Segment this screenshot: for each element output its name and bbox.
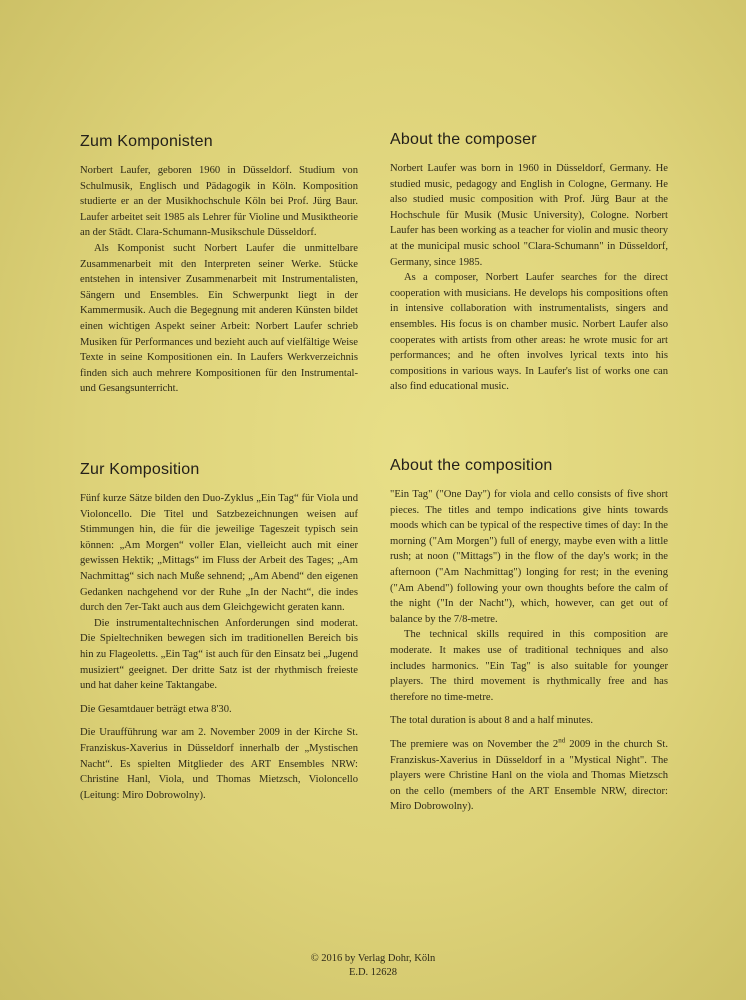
paragraph: Die instrumentaltechnischen Anforderungen sind moderat. Die Spieltechniken bewegen sich im traditionellen Bereich bis hin zu Flageoletts. „Ein Tag“ ist auch für den Einsatz bei „Jugend musiziert“ geeignet. Der dritte Satz ist der rhythmisch freieste und hat daher keine Taktangabe. (80, 617, 358, 692)
section-zur-komposition (80, 461, 358, 803)
ordinal-suffix: nd (558, 736, 566, 745)
paragraph (390, 737, 668, 815)
paragraph: Norbert Laufer, geboren 1960 in Düsseldorf. Studium von Schulmusik, Englisch und Pädagogik in Köln. Komposition studierte er an der Musikhochschule Köln bei Prof. Jürg Baur. Laufer arbeitet seit 1985 als Lehrer für Violine und Musiktheorie an der Städt. Clara-Schumann-Musikschule Düsseldorf. (80, 165, 358, 239)
paragraph: "Ein Tag" ("One Day") for viola and cello consists of five short pieces. The titles and tempo indications give hints towards moods which can be typical of the respective times of day: In the morning ("Am Morgen") full of energy, maybe even with a little rush; at noon ("Mittags") in the flow of the day's work; in the afternoon ("Am Nachmittag") longing for rest; in the evening ("Am Abend") following your own thoughts before the calm of the night ("In der Nacht"), which, however, can get out of balance by the 7/8-metre. (390, 489, 668, 625)
section-about-the-composition (390, 457, 668, 815)
copyright-line: © 2016 by Verlag Dohr, Köln (310, 953, 436, 964)
paragraph: Die Gesamtdauer beträgt etwa 8'30. (80, 703, 232, 715)
text-run: The premiere was on November the 2 (390, 738, 559, 750)
paragraph: Norbert Laufer was born in 1960 in Düsseldorf, Germany. He studied music, pedagogy and English in Cologne, Germany. He also studied music composition with Prof. Jürg Baur at the Hochschule für Musik (Music University), Cologne. Norbert Laufer has been working as a teacher for violin and music theory at the municipal music school "Clara-Schumann" in Düsseldorf, Germany, since 1985. (390, 163, 668, 268)
section-zum-komponisten (80, 133, 358, 397)
paragraph: The total duration is about 8 and a half minutes. (390, 715, 593, 727)
paragraph: The technical skills required in this composition are moderate. It makes use of traditional techniques and also includes harmonics. "Ein Tag" is also suitable for younger players. The third movement is rhythmically free and has therefore no time-metre. (390, 629, 668, 703)
paragraph: Als Komponist sucht Norbert Laufer die unmittelbare Zusammenarbeit mit den Interpreten seiner Werke. Stücke entstehen in intensiver Zusammenarbeit mit Instrumentalisten, Sängern und Ensembles. Ein Schwerpunkt liegt in der Kammermusik. Auch die Begegnung mit anderen Künsten bildet einen wichtigen Aspekt seiner Arbeit: Norbert Laufer schrieb Musiken für Performances und bezieht auch auf vielfältige Weise Texte in seine Kompositionen ein. In Laufers Werkverzeichnis finden sich auch mehrere Kompositionen für den Instrumental- und Gesangsunterricht. (80, 242, 358, 395)
section-about-the-composer (390, 131, 668, 395)
paragraph: As a composer, Norbert Laufer searches for the direct cooperation with musicians. He develops his compositions often in intensive collaboration with instrumentalists, singers and ensembles. His focus is on chamber music. Norbert Laufer also cooperates with artists from other areas: he wrote music for art performances; and he often involves lyrical texts into his compositions in various ways. In Laufer's list of works one can also find educational music. (390, 272, 668, 393)
edition-number: E.D. 12628 (348, 967, 398, 978)
section-heading: About the composition (390, 457, 553, 474)
paragraph: Die Uraufführung war am 2. November 2009 in der Kirche St. Franziskus-Xaverius in Düsseldorf innerhalb der „Mystischen Nacht“. Es spielten Mitglieder des ART Ensembles NRW: Christine Hanl, Viola, und Thomas Mietzsch, Violoncello (Leitung: Miro Dobrowolny). (80, 727, 358, 801)
section-heading: Zur Komposition (80, 461, 200, 478)
section-heading: Zum Komponisten (80, 133, 213, 150)
paragraph: Fünf kurze Sätze bilden den Duo-Zyklus „Ein Tag“ für Viola und Violoncello. Die Titel und Satzbezeichnungen weisen auf Stimmungen hin, die für die jeweilige Tageszeit typisch sein können: „Am Morgen“ voller Elan, vielleicht auch mit einer gewissen Hektik; „Mittags“ im Fluss der Arbeit des Tages; „Am Nachmittag“ sich nach Muße sehnend; „Am Abend“ den eigenen Gedanken nachgehend vor der Ruhe „In der Nacht“, die indes durch den 7er-Takt auch aus dem Gleichgewicht geraten kann. (80, 493, 358, 614)
text-run: 2009 in the church St. Franziskus-Xaverius in Düsseldorf in a "Mystical Night". The players were Christine Hanl on the viola and Thomas Mietzsch on the cello (members of the ART Ensemble NRW, director: Miro Dobrowolny). (390, 738, 668, 813)
section-heading: About the composer (390, 131, 537, 148)
